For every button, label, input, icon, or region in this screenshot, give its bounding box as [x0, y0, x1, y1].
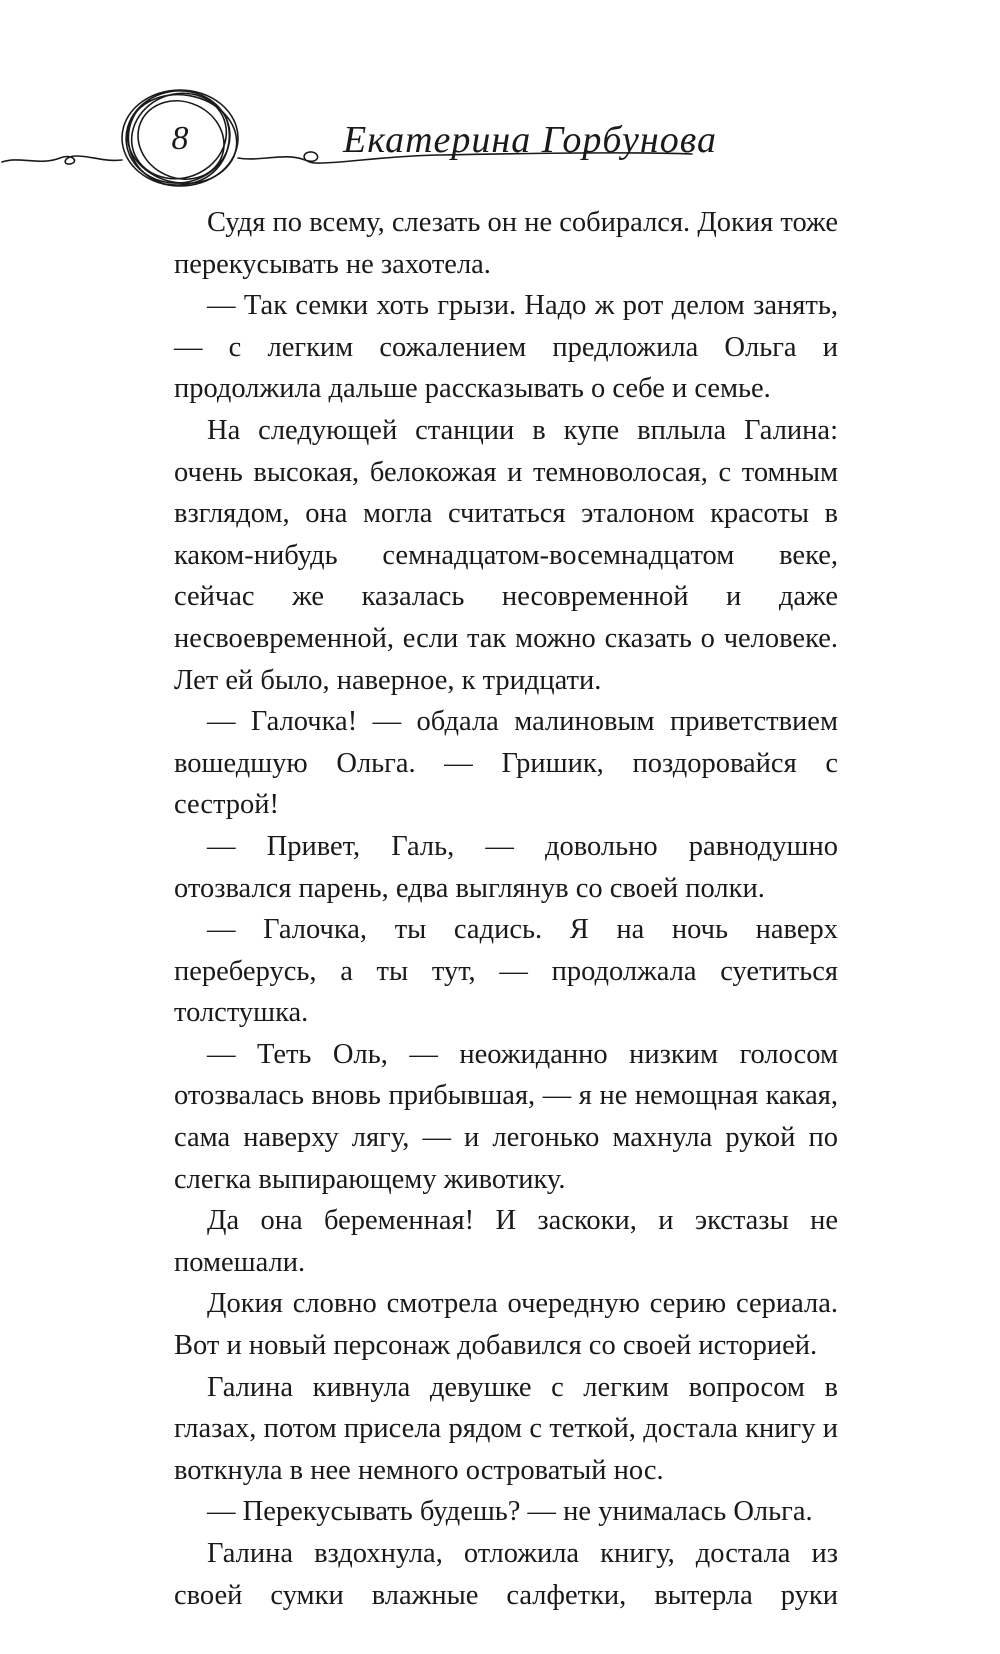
- running-head-author: Екатерина Горбунова: [343, 119, 717, 161]
- paragraph: — Перекусывать будешь? — не унималась Ольга.: [207, 1496, 813, 1528]
- paragraph: — Галочка, ты садись. Я на ночь наверх переберусь, а ты тут, — продолжала суетиться толстушка.: [174, 914, 838, 1029]
- paragraph: — Галочка! — обдала малиновым приветствием вошедшую Ольга. — Гришик, поздоровайся с сестрой!: [174, 706, 838, 821]
- paragraph: — Так семки хоть грызи. Надо ж рот делом занять, — с легким сожалением предложила Ольга и продолжила дальше рассказывать о себе и семье.: [174, 290, 838, 405]
- paragraph: Галина вздохнула, отложила книгу, достала из своей сумки влажные салфетки, вытерла руки: [174, 1538, 838, 1611]
- paragraph: Галина кивнула девушке с легким вопросом в глазах, потом присела рядом с теткой, достала книгу и воткнула в нее немного островатый нос.: [174, 1371, 838, 1486]
- page-number: 8: [171, 120, 189, 157]
- paragraph: Судя по всему, слезать он не собирался. Докия тоже перекусывать не захотела.: [174, 207, 838, 280]
- page-body: [174, 202, 838, 1616]
- paragraph: Да она беременная! И заскоки, и экстазы не помешали.: [174, 1205, 838, 1278]
- page-header: [0, 80, 1000, 200]
- paragraph: Докия словно смотрела очередную серию сериала. Вот и новый персонаж добавился со своей историей.: [174, 1288, 838, 1362]
- paragraph: — Привет, Галь, — довольно равнодушно отозвался парень, едва выглянув со своей полки.: [174, 830, 838, 904]
- paragraph: На следующей станции в купе вплыла Галина: очень высокая, белокожая и темноволосая, с томным взглядом, она могла считаться эталоном красоты в каком-нибудь семнадцатом-восемнадцатом веке, сейчас же казалась несовременной и даже несвоевременной, если так можно сказать о человеке. Лет ей было, наверное, к тридцати.: [174, 414, 838, 696]
- paragraph: — Теть Оль, — неожиданно низким голосом отозвалась вновь прибывшая, — я не немощная какая, сама наверху лягу, — и легонько махнула рукой по слегка выпирающему животику.: [174, 1038, 838, 1195]
